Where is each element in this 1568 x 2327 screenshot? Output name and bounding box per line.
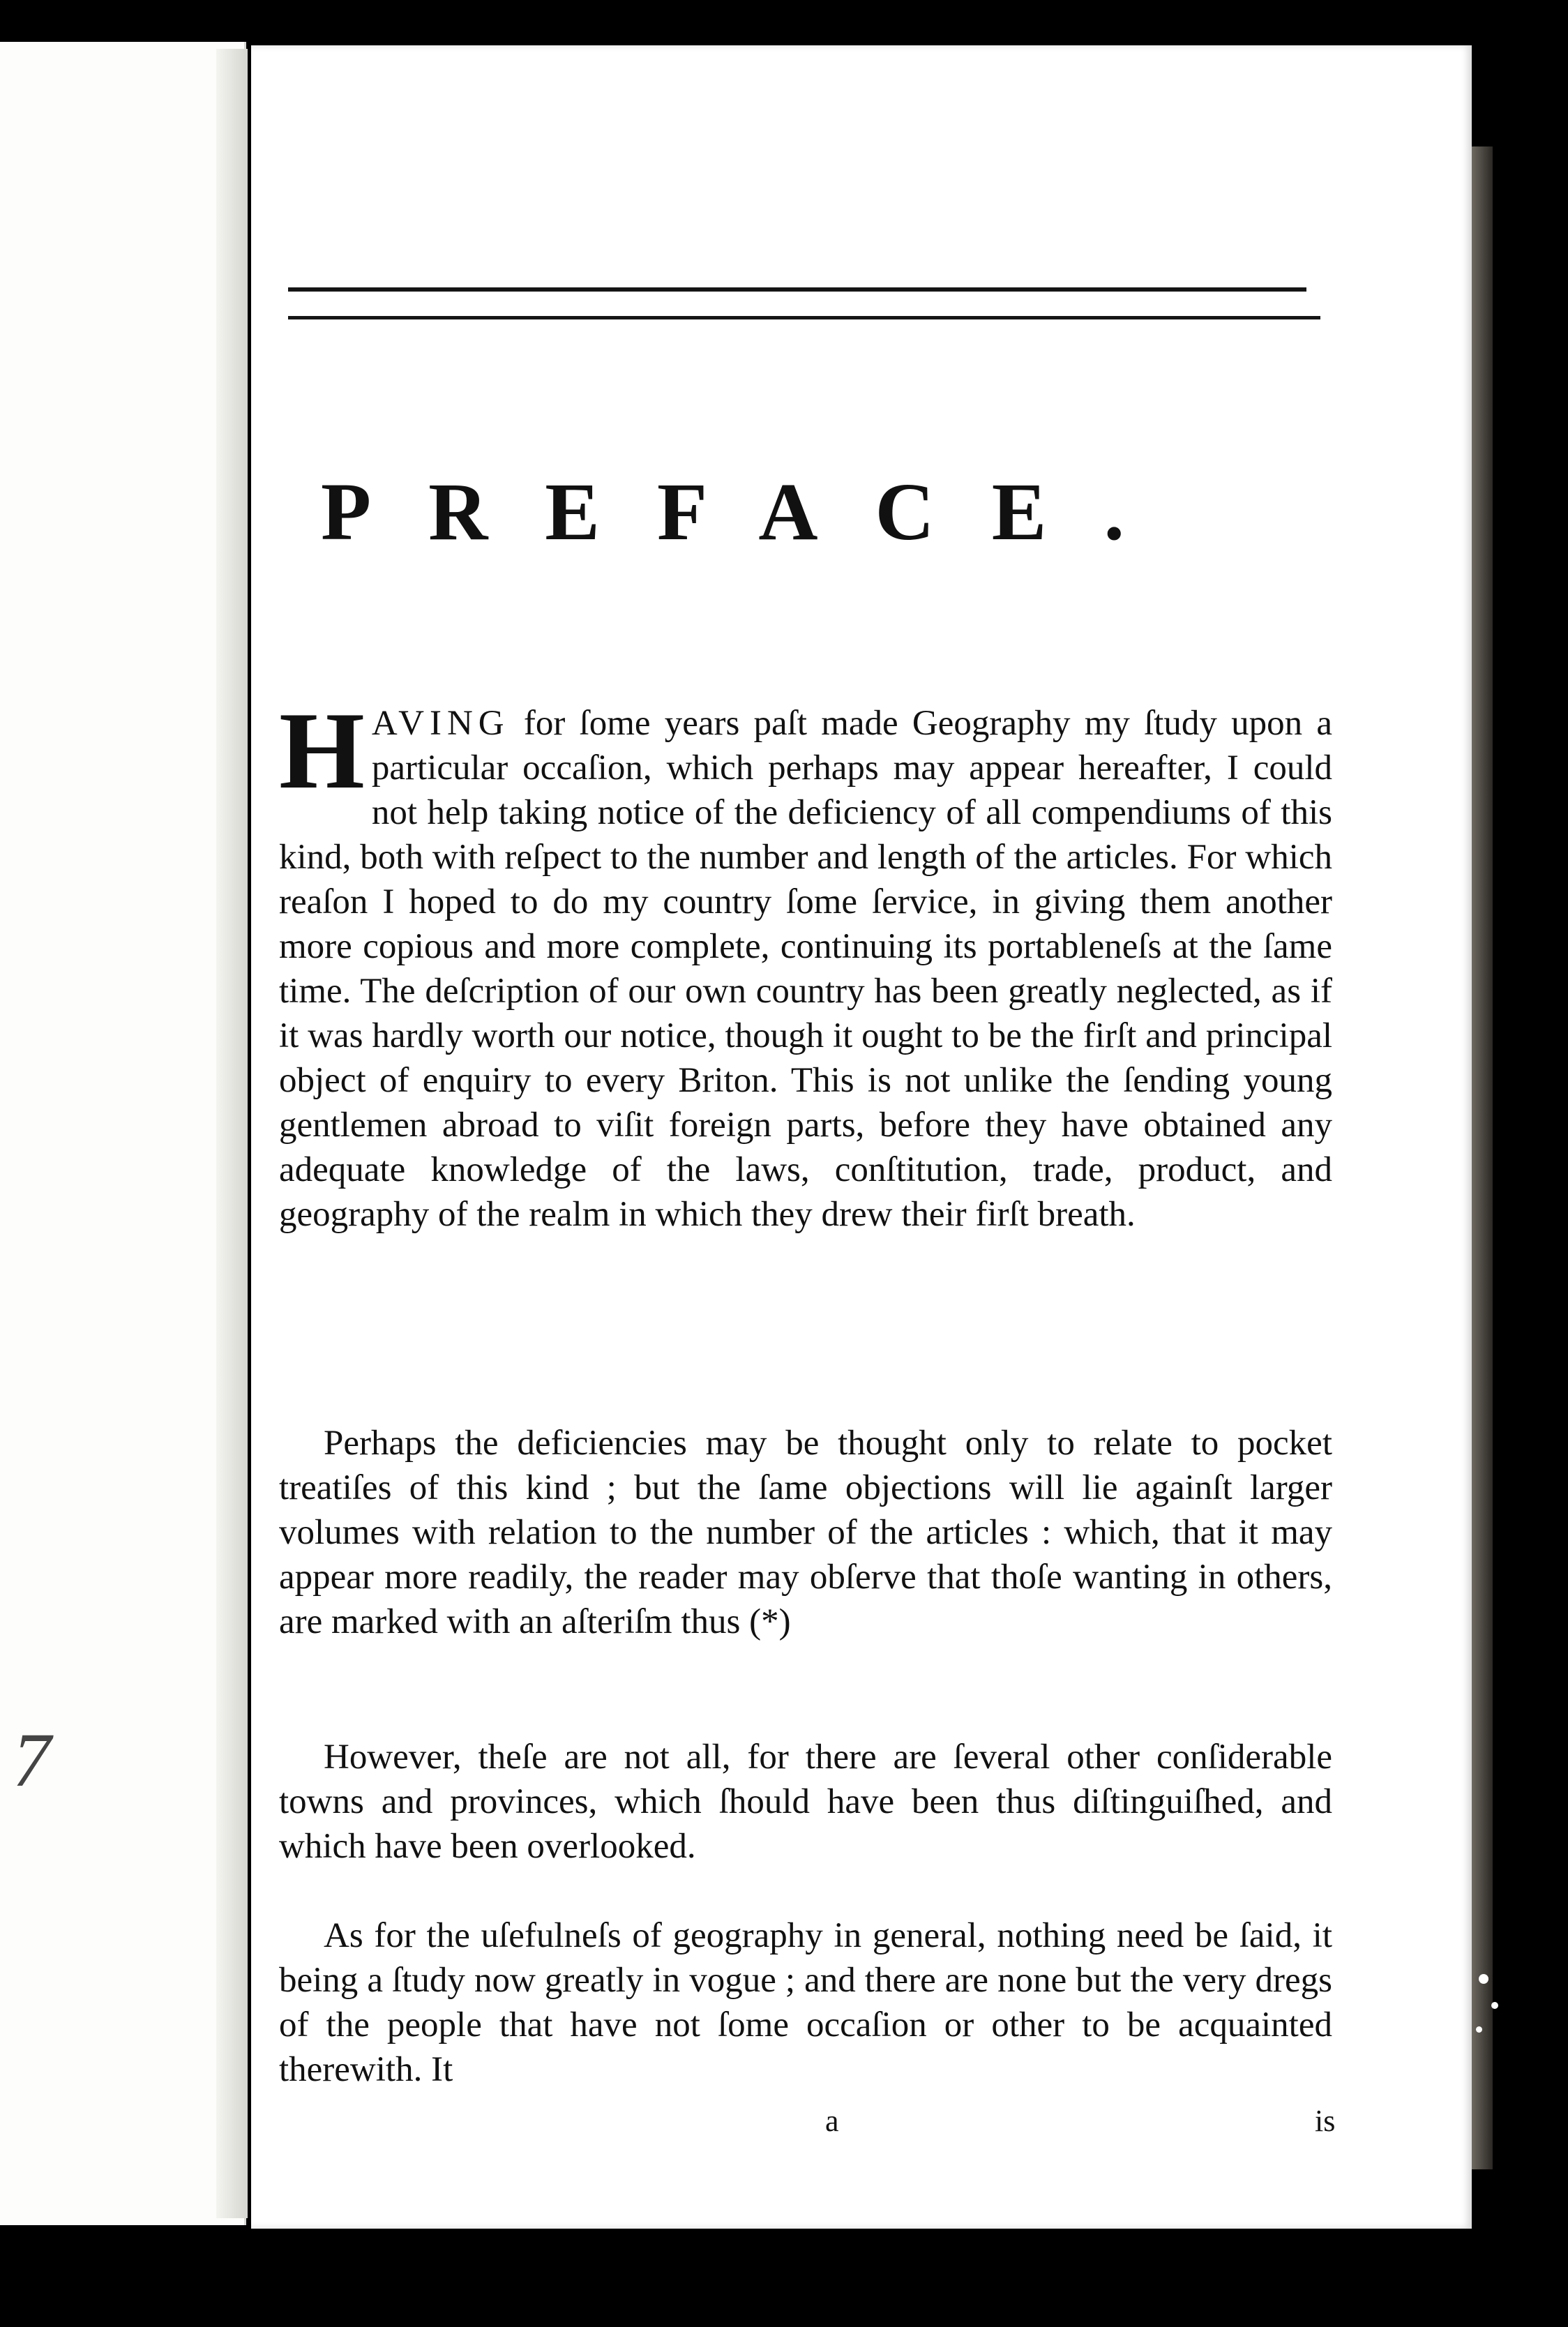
gutter-shadow [216, 49, 248, 2218]
paper-speck [1476, 2026, 1482, 2033]
header-rule-bottom [288, 316, 1320, 319]
page-title: PREFACE. [321, 466, 1182, 557]
paper-speck [1479, 1974, 1488, 1984]
book-page [251, 45, 1472, 2229]
paragraph-2: Perhaps the deficiencies may be thought only to relate to pocket treatiſes of this kind ; but the ſame objections will lie againſt larger volumes with relation to the number of the articles : which, that it may appear more readily, the reader may obſerve that thoſe wanting in others, are marked with an aſteriſm thus (*) [279, 1424, 1332, 1641]
paragraph-1 [279, 690, 1332, 1237]
paragraph-3: However, theſe are not all, for there are ſeveral other conſiderable towns and provinces, which ſhould have been thus diſtinguiſhed, and which have been overlooked. [279, 1738, 1332, 1866]
paragraph-4: As for the uſefulneſs of geography in general, nothing need be ſaid, it being a ſtudy now greatly in vogue ; and there are none but the very dregs of the people that have not ſome occaſion or other to be acquainted therewith. It [279, 1916, 1332, 2089]
catchword: is [1315, 2104, 1336, 2138]
margin-mark: 7 [13, 1717, 51, 1802]
paragraph-1-text: for ſome years paſt made Geography my ſtudy upon a particular occaſion, which perhaps may appear hereafter, I could not help taking notice of the deficiency of all compendiums of this kind, both with reſpect to the number and length of the articles. For which reaſon I hoped to do my country ſome ſervice, in giving them another more copious and more complete, continuing its portableneſs at the ſame time. The deſcription of our own country has been greatly neglected, as if it was hardly worth our notice, though it ought to be the firſt and principal object of enquiry to every Briton. This is not unlike the ſending young gentlemen abroad to viſit foreign parts, before they have obtained any adequate knowledge of the laws, conſtitution, trade, product, and geography of the realm in which they drew their firſt breath. [279, 704, 1332, 1234]
drop-cap: H [279, 690, 365, 812]
signature-mark: a [825, 2104, 839, 2138]
facing-page [0, 42, 246, 2225]
header-rule-top [288, 287, 1306, 292]
paper-speck [1491, 2002, 1498, 2009]
small-caps-word: AVING [371, 704, 510, 743]
page-edge [1472, 146, 1493, 2169]
